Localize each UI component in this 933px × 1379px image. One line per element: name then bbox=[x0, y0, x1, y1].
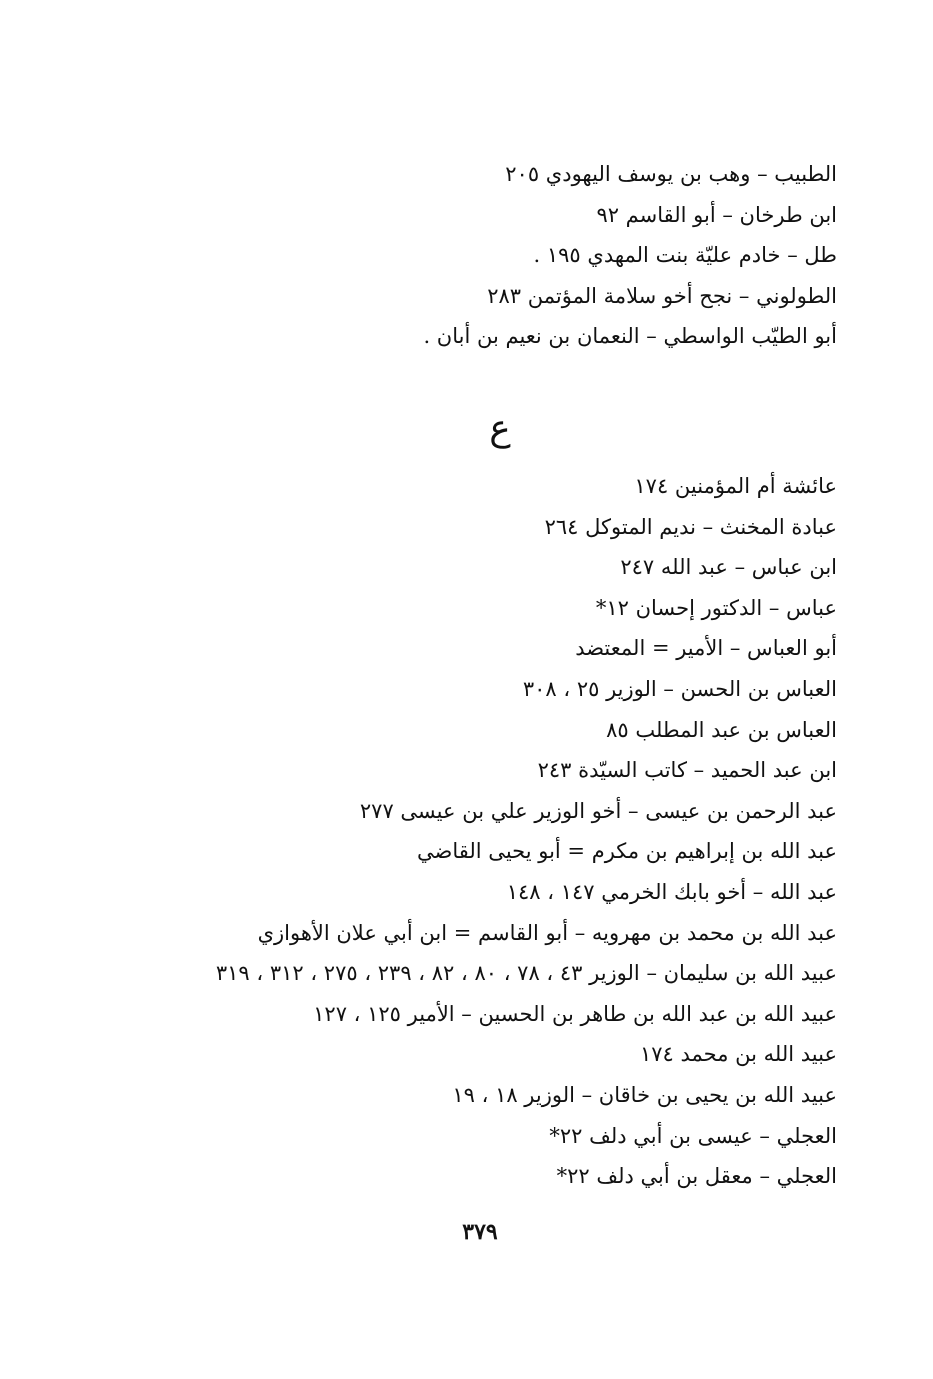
index-entry: عبد الله بن إبراهيم بن مكرم = أبو يحيى القاضي bbox=[417, 839, 837, 864]
page-number: ٣٧٩ bbox=[462, 1219, 498, 1245]
index-entry: ابن طرخان – أبو القاسم ٩٢ bbox=[596, 202, 837, 227]
index-entry: عبيد الله بن محمد ١٧٤ bbox=[639, 1042, 837, 1067]
index-entry: أبو العباس – الأمير = المعتضد bbox=[575, 636, 837, 661]
index-entry: عبادة المخنث – نديم المتوكل ٢٦٤ bbox=[544, 514, 837, 539]
index-entry: عبيد الله بن يحيى بن خاقان – الوزير ١٨ ، ١٩ bbox=[452, 1082, 837, 1107]
index-entry: ابن عباس – عبد الله ٢٤٧ bbox=[620, 555, 837, 580]
index-entries-ain bbox=[117, 466, 837, 1197]
index-entry: عبيد الله بن سليمان – الوزير ٤٣ ، ٧٨ ، ٨٠ ، ٨٢ ، ٢٣٩ ، ٢٧٥ ، ٣١٢ ، ٣١٩ bbox=[215, 961, 837, 986]
index-entry: العجلي – عيسى بن أبي دلف ٢٢* bbox=[549, 1123, 837, 1148]
index-entry: عبد الرحمن بن عيسى – أخو الوزير علي بن عيسى ٢٧٧ bbox=[359, 798, 837, 823]
index-entry: الطبيب – وهب بن يوسف اليهودي ٢٠٥ bbox=[505, 162, 837, 186]
index-entry: طل – خادم عليّة بنت المهدي ١٩٥ . bbox=[533, 243, 837, 268]
index-entry: الطولوني – نجح أخو سلامة المؤتمن ٢٨٣ bbox=[487, 283, 837, 308]
index-entry: ابن عبد الحميد – كاتب السيّدة ٢٤٣ bbox=[537, 758, 837, 783]
index-entry: عبيد الله بن عبد الله بن طاهر بن الحسين – الأمير ١٢٥ ، ١٢٧ bbox=[313, 1001, 837, 1026]
section-heading-letter: ع bbox=[489, 408, 511, 449]
index-entry: العباس بن عبد المطلب ٨٥ bbox=[606, 717, 837, 742]
index-entry: أبو الطيّب الواسطي – النعمان بن نعيم بن أبان . bbox=[423, 324, 837, 349]
index-entry: عباس – الدكتور إحسان ١٢* bbox=[595, 595, 837, 620]
index-entry: عبد الله – أخو بابك الخرمي ١٤٧ ، ١٤٨ bbox=[506, 879, 837, 904]
index-entry: عائشة أم المؤمنين ١٧٤ bbox=[634, 474, 837, 498]
index-entry: عبد الله بن محمد بن مهرويه – أبو القاسم = ابن أبي علان الأهوازي bbox=[257, 920, 837, 945]
index-entry: العجلي – معقل بن أبي دلف ٢٢* bbox=[556, 1164, 837, 1189]
index-entry: العباس بن الحسن – الوزير ٢٥ ، ٣٠٨ bbox=[522, 676, 837, 701]
index-entries-top bbox=[137, 154, 837, 357]
